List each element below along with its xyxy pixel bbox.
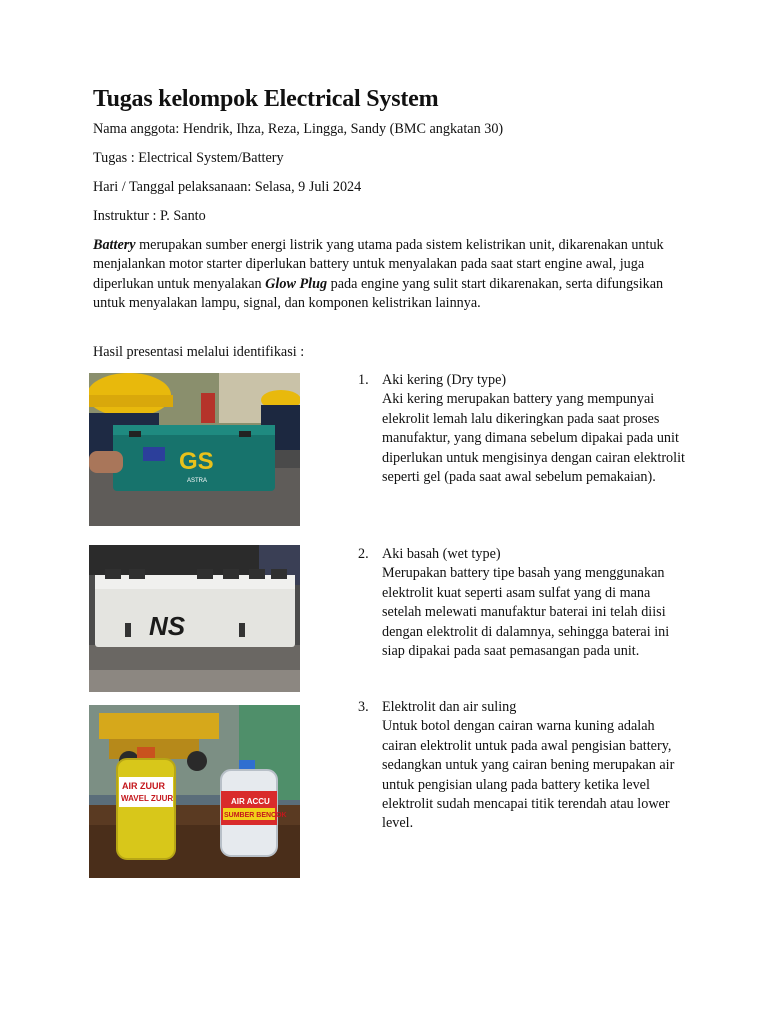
list-item-heading xyxy=(358,545,688,564)
bottle-water-label-1: AIR ACCU xyxy=(231,797,270,806)
list-item-number: 2. xyxy=(358,546,369,562)
task-line: Tugas : Electrical System/Battery xyxy=(93,150,284,166)
photo-wet-battery xyxy=(89,545,300,692)
instructor-line: Instruktur : P. Santo xyxy=(93,208,206,224)
list-item-electrolyte xyxy=(358,698,688,834)
list-item-dry-type xyxy=(358,371,688,487)
date-line: Hari / Tanggal pelaksanaan: Selasa, 9 Juli 2024 xyxy=(93,179,362,195)
intro-text-1: merupakan sumber energi listrik yang utama pada sistem kelistrikan unit, dikarenakan untuk menjalankan motor starter diperlukan battery untuk menyalakan pada saat start engine awal, juga diperlukan untuk menyalakan xyxy=(93,237,664,292)
list-item-number: 3. xyxy=(358,699,369,715)
list-item-heading xyxy=(358,698,688,717)
photo-electrolyte-bottles xyxy=(89,705,300,878)
list-item-number: 1. xyxy=(358,372,369,388)
list-item-body: Aki kering merupakan battery yang mempunyai elekrolit lemah lalu dikeringkan pada saat proses manufaktur, yang dimana sebelum dipakai pada unit diperlukan untuk mengisinya dengan cairan elektrolit seperti gel (pada saat awal sebelum pemakaian). xyxy=(382,391,685,486)
list-item-body: Untuk botol dengan cairan warna kuning adalah cairan elektrolit untuk pada awal pengisian battery, sedangkan untuk yang cairan bening merupakan air untuk pengisian ulang pada battery ketika level elektrolit sudah mencapai titik terendah atau lower level. xyxy=(382,718,675,832)
list-item-title: Aki basah (wet type) xyxy=(382,546,501,562)
results-label: Hasil presentasi melalui identifikasi : xyxy=(93,344,305,360)
bottle-electrolyte-label-2: WAVEL ZUUR xyxy=(121,794,174,803)
members-line: Nama anggota: Hendrik, Ihza, Reza, Lingga, Sandy (BMC angkatan 30) xyxy=(93,121,504,137)
list-item-heading xyxy=(358,371,688,390)
list-item-title: Aki kering (Dry type) xyxy=(382,372,507,388)
intro-paragraph xyxy=(93,236,683,314)
bottle-water-label-2: SUMBER BENCOK xyxy=(224,812,287,819)
list-item-wet-type xyxy=(358,545,688,661)
battery-astra-label: ASTRA xyxy=(187,478,208,484)
list-item-title: Elektrolit dan air suling xyxy=(382,699,517,715)
battery-ns-label: NS xyxy=(149,611,186,641)
intro-text-2: pada engine yang sulit start dikarenakan, serta difungsikan untuk menyalakan lampu, signal, dan komponen kelistrikan lainnya. xyxy=(93,275,664,312)
intro-bold-battery: Battery xyxy=(93,237,136,253)
intro-bold-glowplug: Glow Plug xyxy=(265,275,328,292)
bottle-electrolyte-label-1: AIR ZUUR xyxy=(122,781,165,791)
doc-title: Tugas kelompok Electrical System xyxy=(93,86,439,112)
photo-dry-battery xyxy=(89,373,300,526)
list-item-body: Merupakan battery tipe basah yang menggunakan elektrolit kuat seperti asam sulfat yang di mana setelah melewati manufaktur baterai ini telah diisi dengan elektrolit di dalamnya, sehingga baterai ini siap dipakai pada saat pemasangan pada unit. xyxy=(382,565,670,660)
battery-gs-label: GS xyxy=(179,448,214,475)
